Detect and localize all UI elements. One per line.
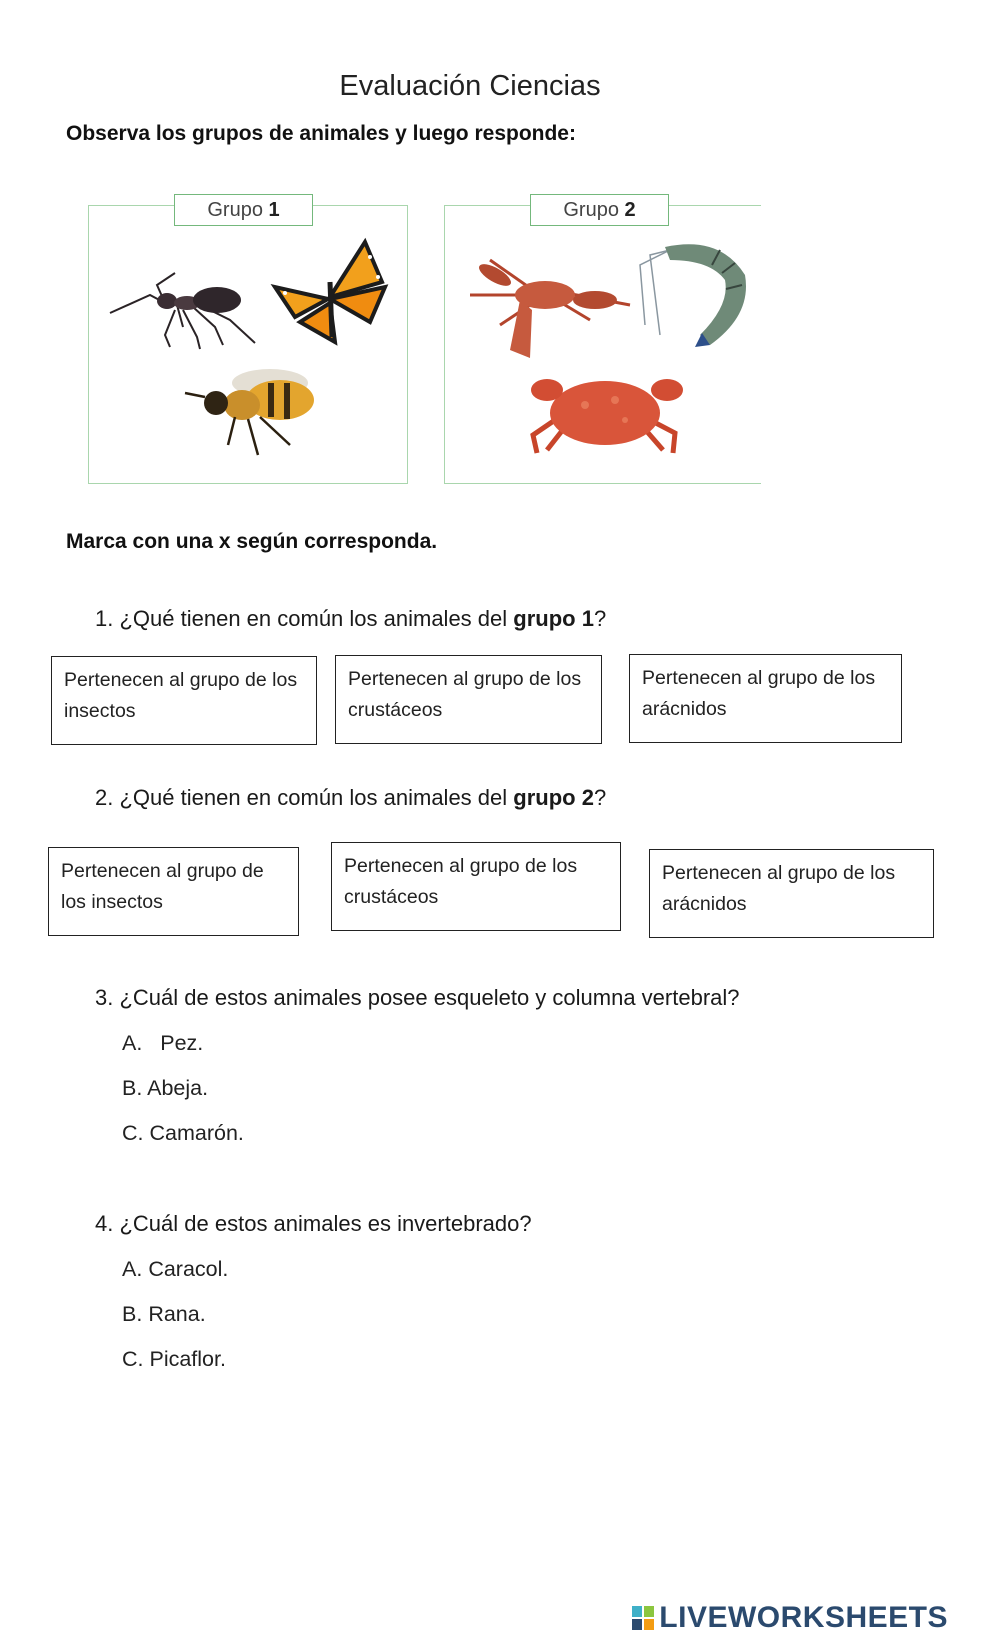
crab-image <box>525 365 690 460</box>
q4-choice-b[interactable]: B. Rana. <box>122 1302 206 1326</box>
q1-option-crustaceos[interactable]: Pertenecen al grupo de los crustáceos <box>335 655 602 744</box>
q2-option-crustaceos[interactable]: Pertenecen al grupo de los crustáceos <box>331 842 621 931</box>
q3-choice-c[interactable]: C. Camarón. <box>122 1121 244 1145</box>
q2-option-aracnidos[interactable]: Pertenecen al grupo de los arácnidos <box>649 849 934 938</box>
q4-choice-a[interactable]: A. Caracol. <box>122 1257 229 1281</box>
group-2-label: Grupo 2 <box>530 194 669 226</box>
q3-choice-a[interactable]: A. Pez. <box>122 1031 204 1055</box>
instruction-mark: Marca con una x según corresponda. <box>66 530 438 553</box>
liveworksheets-icon <box>632 1606 654 1630</box>
q1-option-insectos[interactable]: Pertenecen al grupo de los insectos <box>51 656 317 745</box>
q3-choice-b[interactable]: B. Abeja. <box>122 1076 209 1100</box>
q4-choice-c[interactable]: C. Picaflor. <box>122 1347 226 1371</box>
crayfish-image <box>460 240 640 365</box>
question-4: 4. ¿Cuál de estos animales es invertebrado? <box>95 1211 532 1236</box>
ant-image <box>105 265 260 350</box>
butterfly-image <box>270 237 388 347</box>
liveworksheets-logo: LIVEWORKSHEETS <box>632 1601 948 1635</box>
question-3: 3. ¿Cuál de estos animales posee esqueleto y columna vertebral? <box>95 985 740 1010</box>
shrimp-image <box>640 235 755 350</box>
question-2: 2. ¿Qué tienen en común los animales del grupo 2? <box>95 785 607 810</box>
q2-option-insectos[interactable]: Pertenecen al grupo de los insectos <box>48 847 299 936</box>
q1-option-aracnidos[interactable]: Pertenecen al grupo de los arácnidos <box>629 654 902 743</box>
instruction-observe: Observa los grupos de animales y luego responde: <box>66 122 576 145</box>
bee-image <box>180 355 325 465</box>
page-title: Evaluación Ciencias <box>339 70 601 102</box>
question-1: 1. ¿Qué tienen en común los animales del grupo 1? <box>95 606 607 631</box>
group-1-label: Grupo 1 <box>174 194 313 226</box>
